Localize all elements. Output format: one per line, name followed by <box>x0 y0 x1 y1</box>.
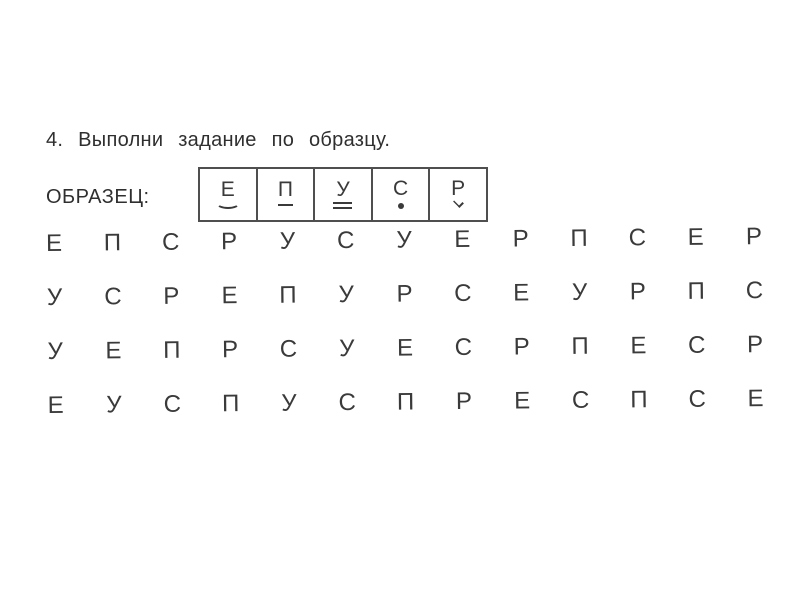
grid-letter: С <box>688 385 707 413</box>
letter-row <box>45 385 767 420</box>
dot-mark-icon <box>398 203 404 209</box>
underline-mark-icon <box>278 204 293 206</box>
grid-letter: Р <box>220 228 238 256</box>
grid-letter: П <box>687 277 705 305</box>
grid-letter: П <box>103 229 122 257</box>
grid-letter: У <box>281 389 297 417</box>
grid-letter: У <box>46 283 63 311</box>
grid-letter: П <box>570 224 588 252</box>
letter-row <box>44 331 766 366</box>
grid-letter: Е <box>747 385 764 413</box>
grid-letter: Р <box>513 333 530 361</box>
grid-letter: С <box>571 386 590 414</box>
grid-letter: С <box>454 333 473 362</box>
grid-letter: П <box>279 281 297 309</box>
sample-cell <box>200 169 258 220</box>
grid-letter: С <box>336 227 355 255</box>
grid-letter: С <box>163 390 182 418</box>
grid-letter: С <box>338 389 357 417</box>
grid-letter: У <box>338 281 354 309</box>
sample-letter: С <box>392 176 409 200</box>
sample-letter: П <box>277 177 293 201</box>
sample-label: ОБРАЗЕЦ: <box>46 186 150 208</box>
grid-letter: Е <box>396 334 414 362</box>
sample-letter: Е <box>220 178 235 201</box>
task-title: 4. Выполни задание по образцу. <box>46 129 391 151</box>
grid-letter: П <box>163 336 181 364</box>
grid-letter: Е <box>105 337 122 365</box>
grid-letter: У <box>47 337 63 365</box>
grid-letter: Е <box>45 229 63 257</box>
grid-letter: С <box>104 283 122 311</box>
grid-letter: Р <box>455 387 473 416</box>
grid-letter: Р <box>629 278 646 306</box>
grid-letter: Е <box>47 391 64 419</box>
sample-cell <box>258 169 316 220</box>
grid-letter: С <box>745 277 764 305</box>
sample-letter: У <box>336 178 350 201</box>
sample-cell <box>373 169 431 220</box>
grid-letter: У <box>279 227 296 255</box>
grid-letter: П <box>221 390 240 418</box>
grid-letter: Р <box>396 280 413 308</box>
grid-letter: Р <box>512 225 529 253</box>
grid-letter: Е <box>513 279 530 307</box>
grid-letter: У <box>571 278 588 306</box>
sample-cell <box>315 169 373 220</box>
grid-letter: Е <box>514 387 531 415</box>
grid-letter: Е <box>687 223 704 251</box>
grid-letter: С <box>279 335 298 363</box>
grid-letter: Р <box>221 336 239 364</box>
sample-box <box>198 167 488 222</box>
grid-letter: Е <box>630 332 647 360</box>
grid-letter: У <box>396 226 412 254</box>
sample-letter: Р <box>451 177 466 200</box>
letter-row <box>43 223 765 258</box>
letter-grid <box>43 223 767 446</box>
grid-letter: П <box>630 386 648 414</box>
letter-row <box>43 277 765 312</box>
grid-letter: Р <box>746 331 764 359</box>
grid-letter: С <box>628 224 647 252</box>
grid-letter: Е <box>221 282 238 310</box>
grid-letter: У <box>339 335 355 363</box>
grid-letter: У <box>106 391 122 419</box>
grid-letter: С <box>161 228 180 256</box>
grid-letter: П <box>396 388 415 416</box>
grid-letter: С <box>687 331 706 359</box>
breve-mark-icon <box>216 197 240 209</box>
grid-letter: Р <box>163 282 180 310</box>
grid-letter: С <box>454 279 472 308</box>
double-underline-mark-icon <box>333 202 352 209</box>
grid-letter: П <box>571 332 589 360</box>
sample-cell <box>430 169 486 220</box>
grid-letter: Р <box>745 223 763 251</box>
grid-letter: Е <box>454 225 471 254</box>
